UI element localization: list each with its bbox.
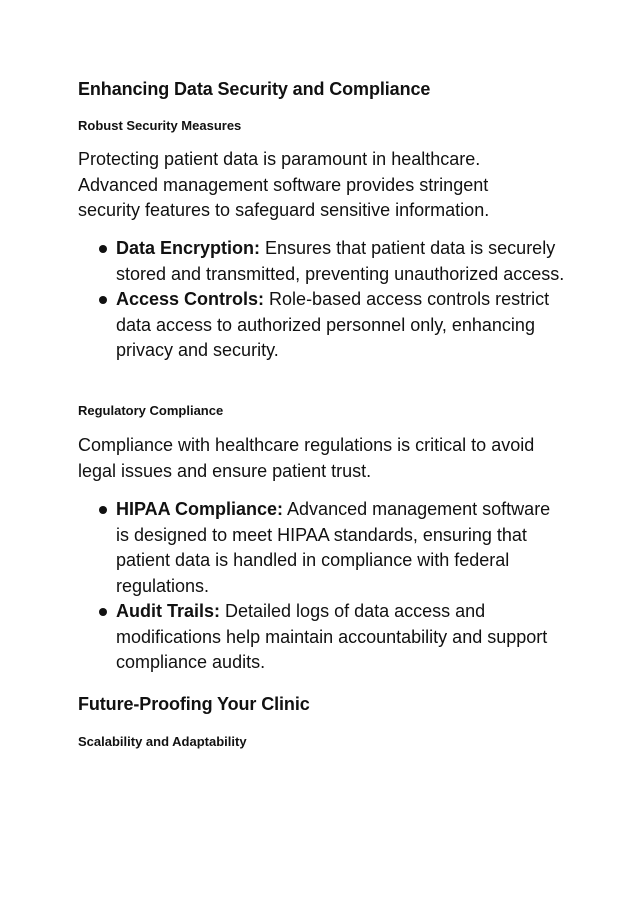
list-item-text: Ensures that patient data is securely stored and transmitted, preventing unauthorized access. (116, 238, 565, 284)
subheading-regulatory-compliance: Regulatory Compliance (78, 403, 224, 418)
list-item-term: Audit Trails: (116, 601, 221, 621)
subheading-robust-security: Robust Security Measures (78, 118, 242, 133)
section-heading-security: Enhancing Data Security and Compliance (78, 79, 431, 99)
list-item (78, 497, 568, 599)
list-item-term: Access Controls: (116, 289, 265, 309)
list-item (78, 599, 568, 676)
bullet-dot-icon (99, 608, 107, 616)
bullet-dot-icon (99, 506, 107, 514)
list-item-text: Advanced management software is designed to meet HIPAA standards, ensuring that patient data is handled in compliance with federal regulations. (116, 499, 551, 596)
paragraph-regulatory-compliance: Compliance with healthcare regulations is critical to avoid legal issues and ensure patient trust. (78, 435, 535, 481)
list-item-text: Role-based access controls restrict data access to authorized personnel only, enhancing privacy and security. (116, 289, 550, 360)
subheading-scalability: Scalability and Adaptability (78, 734, 247, 749)
bullet-dot-icon (99, 296, 107, 304)
list-item (78, 287, 568, 364)
bullet-list-compliance (78, 497, 568, 676)
list-item-term: Data Encryption: (116, 238, 261, 258)
bullet-dot-icon (99, 245, 107, 253)
bullet-list-security (78, 236, 568, 364)
section-heading-future: Future-Proofing Your Clinic (78, 694, 310, 714)
list-item (78, 236, 568, 287)
paragraph-robust-security: Protecting patient data is paramount in healthcare. Advanced management software provides stringent security features to safeguard sensitive information. (78, 149, 490, 220)
list-item-term: HIPAA Compliance: (116, 499, 284, 519)
list-item-text: Detailed logs of data access and modifications help maintain accountability and support compliance audits. (116, 601, 548, 672)
